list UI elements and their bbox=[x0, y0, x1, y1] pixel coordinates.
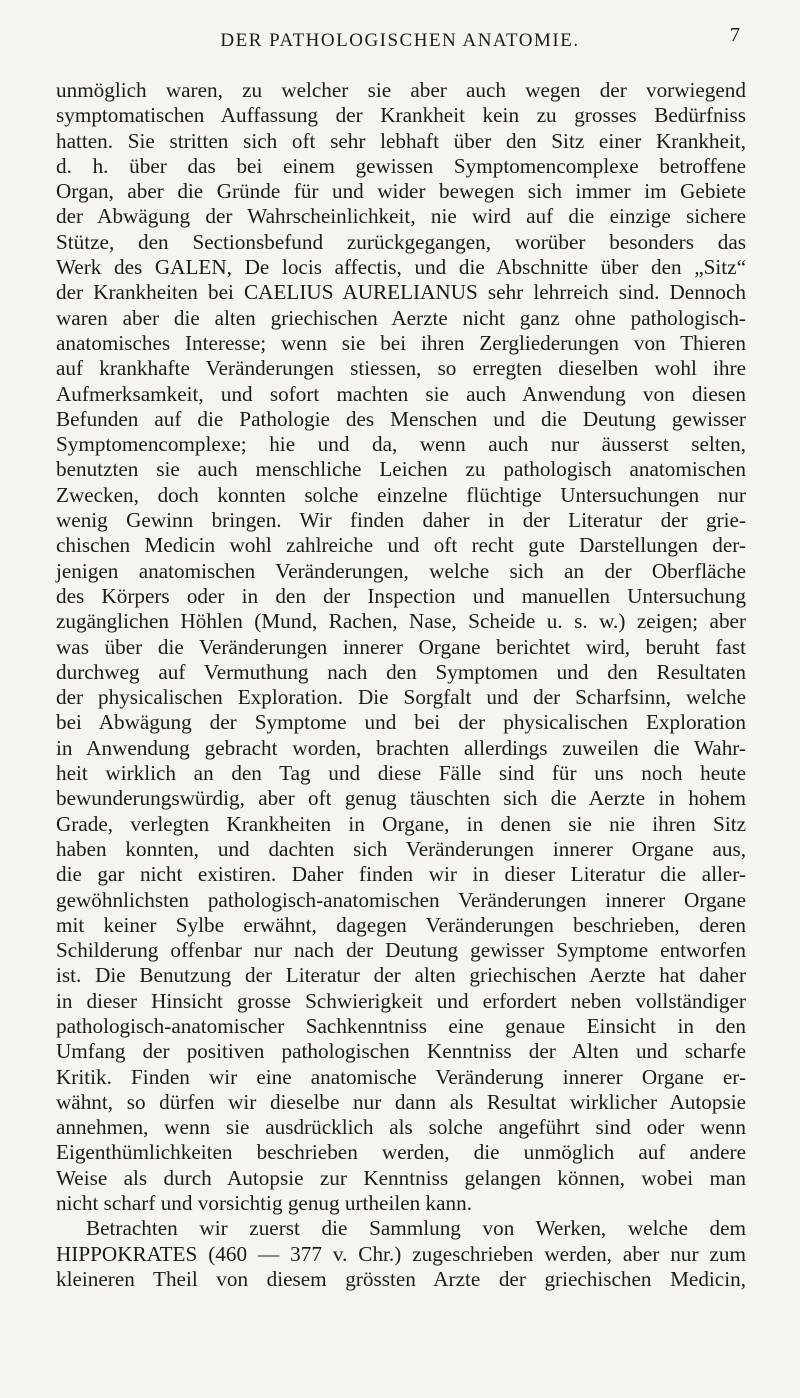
text-line: Kritik. Finden wir eine anatomische Veränderung innerer Organe er- bbox=[56, 1064, 746, 1089]
text-line: Zwecken, doch konnten solche einzelne flüchtige Untersuchungen nur bbox=[56, 482, 746, 507]
page-number: 7 bbox=[730, 24, 740, 46]
text-line: nicht scharf und vorsichtig genug urtheilen kann. bbox=[56, 1191, 472, 1216]
text-line: kleineren Theil von diesem grössten Arzte der griechischen Medicin, bbox=[56, 1266, 746, 1291]
text-line: Schilderung offenbar nur nach der Deutung gewisser Symptome entworfen bbox=[56, 938, 746, 963]
text-line: was über die Veränderungen innerer Organe berichtet wird, beruht fast bbox=[56, 634, 746, 659]
text-line: zugänglichen Höhlen (Mund, Rachen, Nase, Scheide u. s. w.) zeigen; aber bbox=[56, 609, 746, 634]
text-line: Weise als durch Autopsie zur Kenntniss gelangen können, wobei man bbox=[56, 1165, 746, 1190]
text-line: auf krankhafte Veränderungen stiessen, so erregten dieselben wohl ihre bbox=[56, 356, 746, 381]
text-line: Befunden auf die Pathologie des Menschen und die Deutung gewisser bbox=[56, 406, 746, 431]
text-line: der Krankheiten bei CAELIUS AURELIANUS sehr lehrreich sind. Dennoch bbox=[56, 280, 746, 305]
text-line: hatten. Sie stritten sich oft sehr lebhaft über den Sitz einer Krankheit, bbox=[56, 128, 746, 153]
body-text bbox=[56, 78, 746, 1292]
text-line: in dieser Hinsicht grosse Schwierigkeit und erfordert neben vollständiger bbox=[56, 988, 746, 1013]
text-line: Symptomencomplexe; hie und da, wenn auch nur äusserst selten, bbox=[56, 432, 746, 457]
text-line: bei Abwägung der Symptome und bei der physicalischen Exploration bbox=[56, 710, 746, 735]
text-line: Werk des GALEN, De locis affectis, und die Abschnitte über den „Sitz“ bbox=[56, 255, 746, 280]
text-line: der Abwägung der Wahrscheinlichkeit, nie wird auf die einzige sichere bbox=[56, 204, 746, 229]
text-line: haben konnten, und dachten sich Veränderungen innerer Organe aus, bbox=[56, 836, 746, 861]
text-line: annehmen, wenn sie ausdrücklich als solche angeführt sind oder wenn bbox=[56, 1115, 746, 1140]
text-line: chischen Medicin wohl zahlreiche und oft recht gute Darstellungen der- bbox=[56, 533, 746, 558]
text-line: Organ, aber die Gründe für und wider bewegen sich immer im Gebiete bbox=[56, 179, 746, 204]
text-line: anatomisches Interesse; wenn sie bei ihren Zergliederungen von Thieren bbox=[56, 330, 746, 355]
page-header bbox=[0, 24, 800, 60]
text-line: wähnt, so dürfen wir dieselbe nur dann als Resultat wirklicher Autopsie bbox=[56, 1089, 746, 1114]
running-title: DER PATHOLOGISCHEN ANATOMIE. bbox=[220, 30, 580, 51]
text-line: ist. Die Benutzung der Literatur der alten griechischen Aerzte hat daher bbox=[56, 963, 746, 988]
text-line: Eigenthümlichkeiten beschrieben werden, die unmöglich auf andere bbox=[56, 1140, 746, 1165]
text-line: waren aber die alten griechischen Aerzte nicht ganz ohne pathologisch- bbox=[56, 305, 746, 330]
text-line: unmöglich waren, zu welcher sie aber auch wegen der vorwiegend bbox=[56, 78, 746, 102]
text-line: bewunderungswürdig, aber oft genug täuschten sich die Aerzte in hohem bbox=[56, 786, 746, 811]
text-line: HIPPOKRATES (460 — 377 v. Chr.) zugeschrieben werden, aber nur zum bbox=[56, 1241, 746, 1266]
text-line: mit keiner Sylbe erwähnt, dagegen Veränderungen beschrieben, deren bbox=[56, 912, 746, 937]
text-line: symptomatischen Auffassung der Krankheit kein zu grosses Bedürfniss bbox=[56, 103, 746, 128]
text-line: in Anwendung gebracht worden, brachten allerdings zuweilen die Wahr- bbox=[56, 735, 746, 760]
text-line: pathologisch-anatomischer Sachkenntniss eine genaue Einsicht in den bbox=[56, 1013, 746, 1038]
text-line: der physicalischen Exploration. Die Sorgfalt und der Scharfsinn, welche bbox=[56, 685, 746, 710]
text-line: Grade, verlegten Krankheiten in Organe, in denen sie nie ihren Sitz bbox=[56, 811, 746, 836]
text-line: jenigen anatomischen Veränderungen, welche sich an der Oberfläche bbox=[56, 558, 746, 583]
text-line: Aufmerksamkeit, und sofort machten sie auch Anwendung von diesen bbox=[56, 381, 746, 406]
text-line: Stütze, den Sectionsbefund zurückgegangen, worüber besonders das bbox=[56, 229, 746, 254]
text-line: benutzten sie auch menschliche Leichen zu pathologisch anatomischen bbox=[56, 457, 746, 482]
text-line: Betrachten wir zuerst die Sammlung von Werken, welche dem bbox=[86, 1216, 746, 1241]
text-line: d. h. über das bei einem gewissen Symptomencomplexe betroffene bbox=[56, 153, 746, 178]
text-line: des Körpers oder in den der Inspection und manuellen Untersuchung bbox=[56, 583, 746, 608]
text-line: heit wirklich an den Tag und diese Fälle sind für uns noch heute bbox=[56, 761, 746, 786]
text-line: Umfang der positiven pathologischen Kenntniss der Alten und scharfe bbox=[56, 1039, 746, 1064]
text-line: gewöhnlichsten pathologisch-anatomischen Veränderungen innerer Organe bbox=[56, 887, 746, 912]
text-line: durchweg auf Vermuthung nach den Symptomen und den Resultaten bbox=[56, 659, 746, 684]
text-line: die gar nicht existiren. Daher finden wir in dieser Literatur die aller- bbox=[56, 862, 746, 887]
text-line: wenig Gewinn bringen. Wir finden daher in der Literatur der grie- bbox=[56, 508, 746, 533]
